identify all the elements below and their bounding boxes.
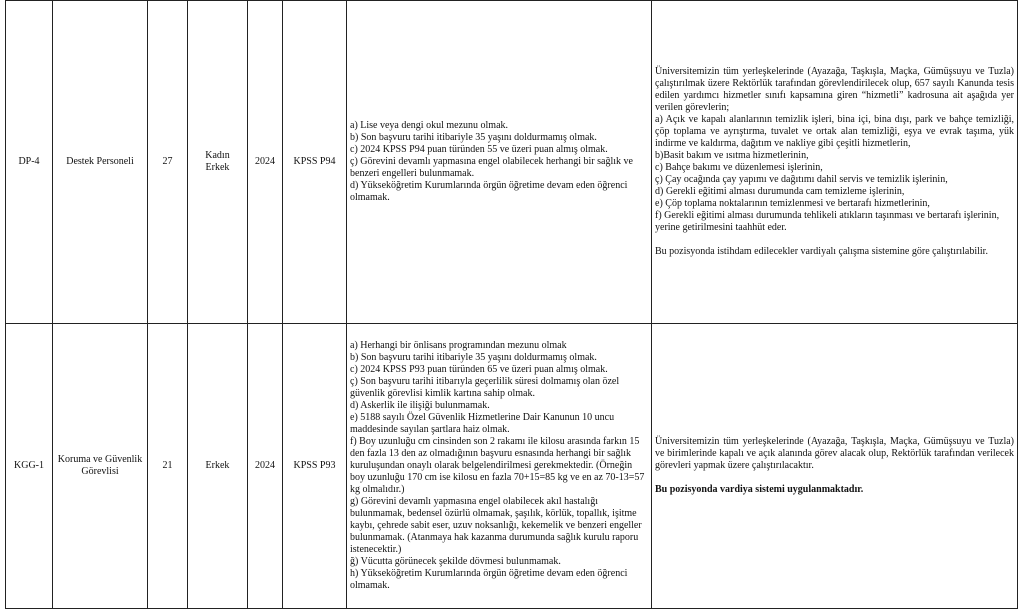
requirement-item: b) Son başvuru tarihi itibariyle 35 yaşını doldurmamış olmak.	[350, 132, 597, 143]
gender-value: Kadın	[205, 150, 230, 161]
gender-value: Erkek	[205, 460, 230, 471]
requirement-item: d) Askerlik ile ilişiği bulunmamak.	[350, 400, 490, 411]
requirement-item: c) 2024 KPSS P93 puan türünden 65 ve üzeri puan almış olmak.	[350, 364, 608, 375]
description-item: c) Bahçe bakımı ve düzenlemesi işlerinin,	[655, 162, 823, 173]
kpss-score-type: KPSS P93	[283, 324, 347, 609]
requirement-item: a) Herhangi bir önlisans programından mezunu olmak	[350, 340, 567, 351]
description-item: yerine getirilmesini taahhüt eder.	[655, 222, 787, 233]
table-row	[6, 1, 1018, 324]
kpss-year: 2024	[248, 1, 283, 324]
description-item: b)Basit bakım ve ısıtma hizmetlerinin,	[655, 150, 809, 161]
description-item: d) Gerekli eğitimi alması durumunda cam temizleme işlerinin,	[655, 186, 905, 197]
description-item: e) Çöp toplama noktalarının temizlenmesi ve bertarafı hizmetlerinin,	[655, 198, 930, 209]
position-count: 21	[148, 324, 188, 609]
kpss-year: 2024	[248, 324, 283, 609]
requirement-item: ç) Son başvuru tarihi itibarıyla geçerlilik süresi dolmamış olan özel güvenlik görevlisi kimlik kartına sahip olmak.	[350, 376, 620, 399]
description-item: ç) Çay ocağında çay yapımı ve dağıtımı dahil servis ve temizlik işlerinin,	[655, 174, 948, 185]
position-title: Koruma ve Güvenlik Görevlisi	[53, 324, 148, 609]
requirement-item: g) Görevini devamlı yapmasına engel olabilecek akıl hastalığı bulunmamak, bedensel özürlü olmamak, şaşılık, körlük, topallık, işitme kaybı, çehrede sabit eser, uzuv noksanlığı, kekemelik ve benzeri engeller bulunmamak. (Atanmaya hak kazanma durumunda sağlık kurulu raporu istenecektir.)	[350, 496, 642, 555]
position-gender	[188, 324, 248, 609]
positions-table	[5, 0, 1018, 609]
table-row	[6, 324, 1018, 609]
description-cell	[652, 324, 1018, 609]
kpss-score-type: KPSS P94	[283, 1, 347, 324]
description-cell	[652, 1, 1018, 324]
description-item: f) Gerekli eğitimi alması durumunda tehlikeli atıkların taşınması ve bertarafı işlerinin,	[655, 210, 1000, 221]
position-code: KGG-1	[6, 324, 53, 609]
requirement-item: d) Yükseköğretim Kurumlarında örgün öğretime devam eden öğrenci olmamak.	[350, 180, 628, 203]
position-code: DP-4	[6, 1, 53, 324]
description-note: Bu pozisyonda istihdam edilecekler vardiyalı çalışma sistemine göre çalıştırılabilir.	[655, 246, 988, 257]
requirement-item: ğ) Vücutta görünecek şekilde dövmesi bulunmamak.	[350, 556, 561, 567]
description-item: a) Açık ve kapalı alanlarının temizlik işleri, bina içi, bina dışı, park ve bahçe temizliği, çöp toplama ve ayrıştırma, tuvalet ve ortak alan temizliği, eşya ve evrak taşıma, yük indirme ve kaldırma, dağıtım ve nakliye gibi çeşitli hizmetlerin,	[655, 114, 1014, 149]
description-item: Üniversitemizin tüm yerleşkelerinde (Ayazağa, Taşkışla, Maçka, Gümüşsuyu ve Tuzla) ve birimlerinde kapalı ve açık alanında görev alacak olup, Rektörlük tarafından verilecek görevleri yapmak üzere çalıştırılacaktır.	[655, 436, 1014, 471]
gender-value: Erkek	[205, 162, 230, 173]
description-item: Üniversitemizin tüm yerleşkelerinde (Ayazağa, Taşkışla, Maçka, Gümüşsuyu ve Tuzla) çalıştırılmak üzere Rektörlük tarafından görevlendirilecek olup, 657 sayılı Kanunda tesis edilen yardımcı hizmetler sınıfı kapsamına giren “hizmetli” kadrosuna ait aşağıda yer verilen görevlerin;	[655, 66, 1014, 113]
requirement-item: b) Son başvuru tarihi itibariyle 35 yaşını doldurmamış olmak.	[350, 352, 597, 363]
requirement-item: f) Boy uzunluğu cm cinsinden son 2 rakamı ile kilosu arasında farkın 15 den fazla 13 den az olmadığının başvuru esnasında herhangi bir sağlık kuruluşundan onaylı olarak belgelendirilmesi gerekmektedir. (Örneğin boy uzunluğu 170 cm ise kilosu en fazla 70+15=85 kg ve en az 70-13=57 kg olmalıdır.)	[350, 436, 645, 495]
description-note: Bu pozisyonda vardiya sistemi uygulanmaktadır.	[655, 484, 864, 495]
position-gender	[188, 1, 248, 324]
requirement-item: a) Lise veya dengi okul mezunu olmak.	[350, 120, 509, 131]
requirement-item: h) Yükseköğretim Kurumlarında örgün öğretime devam eden öğrenci olmamak.	[350, 568, 628, 591]
requirement-item: c) 2024 KPSS P94 puan türünden 55 ve üzeri puan almış olmak.	[350, 144, 608, 155]
requirement-item: ç) Görevini devamlı yapmasına engel olabilecek herhangi bir sağlık ve benzeri engelleri bulunmamak.	[350, 156, 633, 179]
position-title: Destek Personeli	[53, 1, 148, 324]
requirement-item: e) 5188 sayılı Özel Güvenlik Hizmetlerine Dair Kanunun 10 uncu maddesinde sayılan şartlara haiz olmak.	[350, 412, 615, 435]
position-count: 27	[148, 1, 188, 324]
requirements-cell	[347, 324, 652, 609]
requirements-cell	[347, 1, 652, 324]
